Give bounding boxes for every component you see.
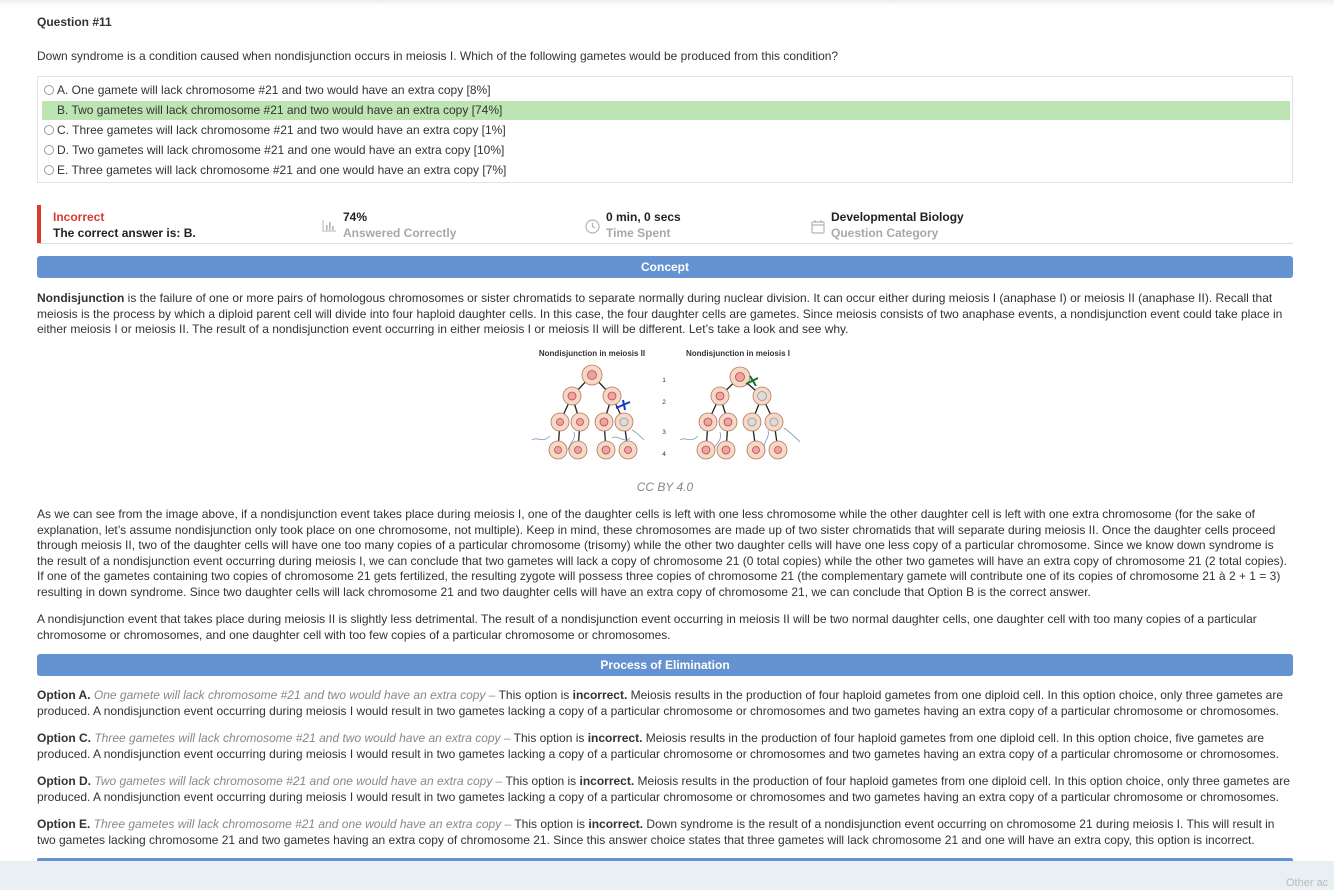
option-pre: This option is [502, 774, 580, 788]
stage-label: 1 [662, 377, 666, 384]
stage-label: 3 [662, 429, 666, 436]
concept-heading: Concept [37, 256, 1293, 278]
bar-chart-icon [322, 219, 337, 232]
time-label: Time Spent [606, 226, 671, 240]
incorrect-label: incorrect. [579, 774, 635, 788]
option-label: E. Three gametes will lack chromosome #21 and one would have an extra copy [7%] [57, 163, 507, 177]
bottom-bar [0, 861, 1334, 890]
percent-label: Answered Correctly [343, 226, 457, 240]
figure-right-title: Nondisjunction in meiosis I [685, 349, 791, 358]
option-c[interactable] [42, 121, 1290, 140]
stage-label: 2 [662, 399, 666, 406]
radio-icon[interactable] [44, 165, 54, 175]
concept-paragraph-3: A nondisjunction event that takes place during meiosis II is slightly less detrimental. The result of a nondisjunction event occurring in meiosis II will be two normal daughter cells, one daughter cell with too many copies of a particular chromosome or chromosomes, and one daughter cell with too few copies of a particular chromosome or chromosomes. [37, 612, 1257, 642]
clock-icon [585, 219, 600, 234]
elimination-option-c [37, 730, 1293, 762]
answer-options [37, 76, 1293, 183]
top-shade [0, 0, 1334, 6]
elimination-option-a [37, 687, 1293, 719]
option-label: B. Two gametes will lack chromosome #21 and two would have an extra copy [74%] [57, 103, 503, 117]
nondisjunction-diagram [528, 344, 804, 464]
calendar-icon [811, 219, 825, 234]
elimination-option-e [37, 816, 1293, 848]
figure-left-title: Nondisjunction in meiosis II [538, 349, 646, 358]
result-stats [37, 205, 1293, 244]
radio-icon[interactable] [44, 125, 54, 135]
option-explanation: Meiosis results in the production of four haploid gametes from one diploid cell. In this option choice, only three gametes are produced. A nondisjunction event occurring during meiosis I would result in two gametes lacking a copy of a particular chromosome or chromosomes and two gametes having an extra copy of a particular chromosome or chromosomes. [37, 774, 1290, 804]
concept-paragraph-2: As we can see from the image above, if a nondisjunction event takes place during meiosis I, one of the daughter cells is left with one less chromosome while the other daughter cell is left with one extra chromosome (for the sake of explanation, let’s assume nondisjunction only took place on one chromosome, not multiple). Keep in mind, these chromosomes are made up of two sister chromatids that will separate during meiosis II. Once the daughter cells proceed through meiosis II, two of the daughter cells will have one too many copies of a particular chromosome (trisomy) while the other two daughter cells will have one less copy of a particular chromosome. Since we know down syndrome is the result of a nondisjunction event occurring during meiosis I, we can conclude that two gametes will lack a copy of chromosome 21 (0 total copies) while the other two gametes will have an extra copy of chromosome 21 (2 total copies). If one of the gametes containing two copies of chromosome 21 gets fertilized, the resulting zygote will possess three copies of chromosome 21 (the complementary gamete will contribute one of its copies of chromosome 21 à 2 + 1 = 3) resulting in down syndrome. Since two daughter cells will lack chromosome 21 and two daughter cells will have an extra copy of chromosome 21, we can conclude that Option B is the correct answer. [37, 507, 1287, 599]
concept-intro-text: is the failure of one or more pairs of homologous chromosomes or sister chromatids to separate normally during nuclear division. It can occur either during meiosis I (anaphase I) or meiosis II (anaphase II). Recall that meiosis is the process by which a diploid parent cell will divide into four haploid daughter cells. In this case, the four daughter cells are gametes. Since meiosis consists of two anaphase events, a nondisjunction event could take place in either meiosis I or meiosis II. The result of a nondisjunction event occurring in either meiosis I or meiosis II will be different. Let’s take a look and see why. [37, 291, 1283, 337]
meiosis-ii-lines [558, 375, 628, 450]
nondisjunction-term: Nondisjunction [37, 291, 125, 305]
incorrect-label: incorrect. [572, 688, 628, 702]
time-spent: 0 min, 0 secs [606, 210, 681, 224]
stage-label: 4 [662, 451, 666, 458]
question-category: Developmental Biology [831, 210, 964, 224]
option-quote: Two gametes will lack chromosome #21 and one would have an extra copy – [94, 774, 503, 788]
elimination-heading: Process of Elimination [37, 654, 1293, 676]
percent-correct: 74% [343, 210, 368, 224]
option-quote: Three gametes will lack chromosome #21 and one would have an extra copy – [93, 817, 512, 831]
option-a[interactable] [42, 81, 1290, 100]
option-explanation: Down syndrome is the result of a nondisjunction event occurring on chromosome 21 during meiosis I. This will result in two gametes lacking chromosome 21 and two gametes having an extra copy of chromosome 21. Since this answer choice states that three gametes will lack chromosome 21 and one will have an extra copy, this option is incorrect. [37, 817, 1275, 847]
option-name: Option C. [37, 731, 91, 745]
option-explanation: Meiosis results in the production of four haploid gametes from one diploid cell. In this option choice, only three gametes are produced. A nondisjunction event occurring during meiosis I would result in two gametes lacking a copy of a particular chromosome or chromosomes and two gametes having an extra copy of a particular chromosome or chromosomes. [37, 688, 1283, 718]
option-label: A. One gamete will lack chromosome #21 and two would have an extra copy [8%] [57, 83, 491, 97]
option-d[interactable] [42, 141, 1290, 160]
option-name: Option E. [37, 817, 91, 831]
option-label: C. Three gametes will lack chromosome #21 and two would have an extra copy [1%] [57, 123, 506, 137]
option-b[interactable] [42, 101, 1290, 120]
option-quote: One gamete will lack chromosome #21 and two would have an extra copy – [93, 688, 496, 702]
question-text: Down syndrome is a condition caused when nondisjunction occurs in meiosis I. Which of the following gametes would be produced from this condition? [37, 49, 839, 63]
elimination-option-d [37, 773, 1293, 805]
category-label: Question Category [831, 226, 939, 240]
incorrect-label: incorrect. [587, 731, 643, 745]
concept-intro [37, 291, 1293, 338]
result-status: Incorrect [53, 210, 105, 224]
option-name: Option D. [37, 774, 91, 788]
figure-caption: CC BY 4.0 [636, 480, 694, 494]
option-name: Option A. [37, 688, 91, 702]
radio-icon[interactable] [44, 85, 54, 95]
option-pre: This option is [495, 688, 573, 702]
option-label: D. Two gametes will lack chromosome #21 and one would have an extra copy [10%] [57, 143, 505, 157]
incorrect-label: incorrect. [588, 817, 644, 831]
option-pre: This option is [511, 817, 589, 831]
radio-icon[interactable] [44, 145, 54, 155]
other-link[interactable]: Other ac [1286, 877, 1329, 889]
question-number: Question #11 [37, 15, 112, 29]
option-e[interactable] [42, 161, 1290, 180]
correct-answer: The correct answer is: B. [53, 226, 196, 240]
option-pre: This option is [510, 731, 588, 745]
option-explanation: Meiosis results in the production of four haploid gametes from one diploid cell. In this option choice, five gametes are produced. A nondisjunction event occurring during meiosis I would result in two gametes lacking a copy of a particular chromosome or chromosomes and two gametes having an extra copy of a particular chromosome or chromosomes. [37, 731, 1279, 761]
incorrect-marker [37, 205, 41, 243]
option-quote: Three gametes will lack chromosome #21 and two would have an extra copy – [94, 731, 511, 745]
